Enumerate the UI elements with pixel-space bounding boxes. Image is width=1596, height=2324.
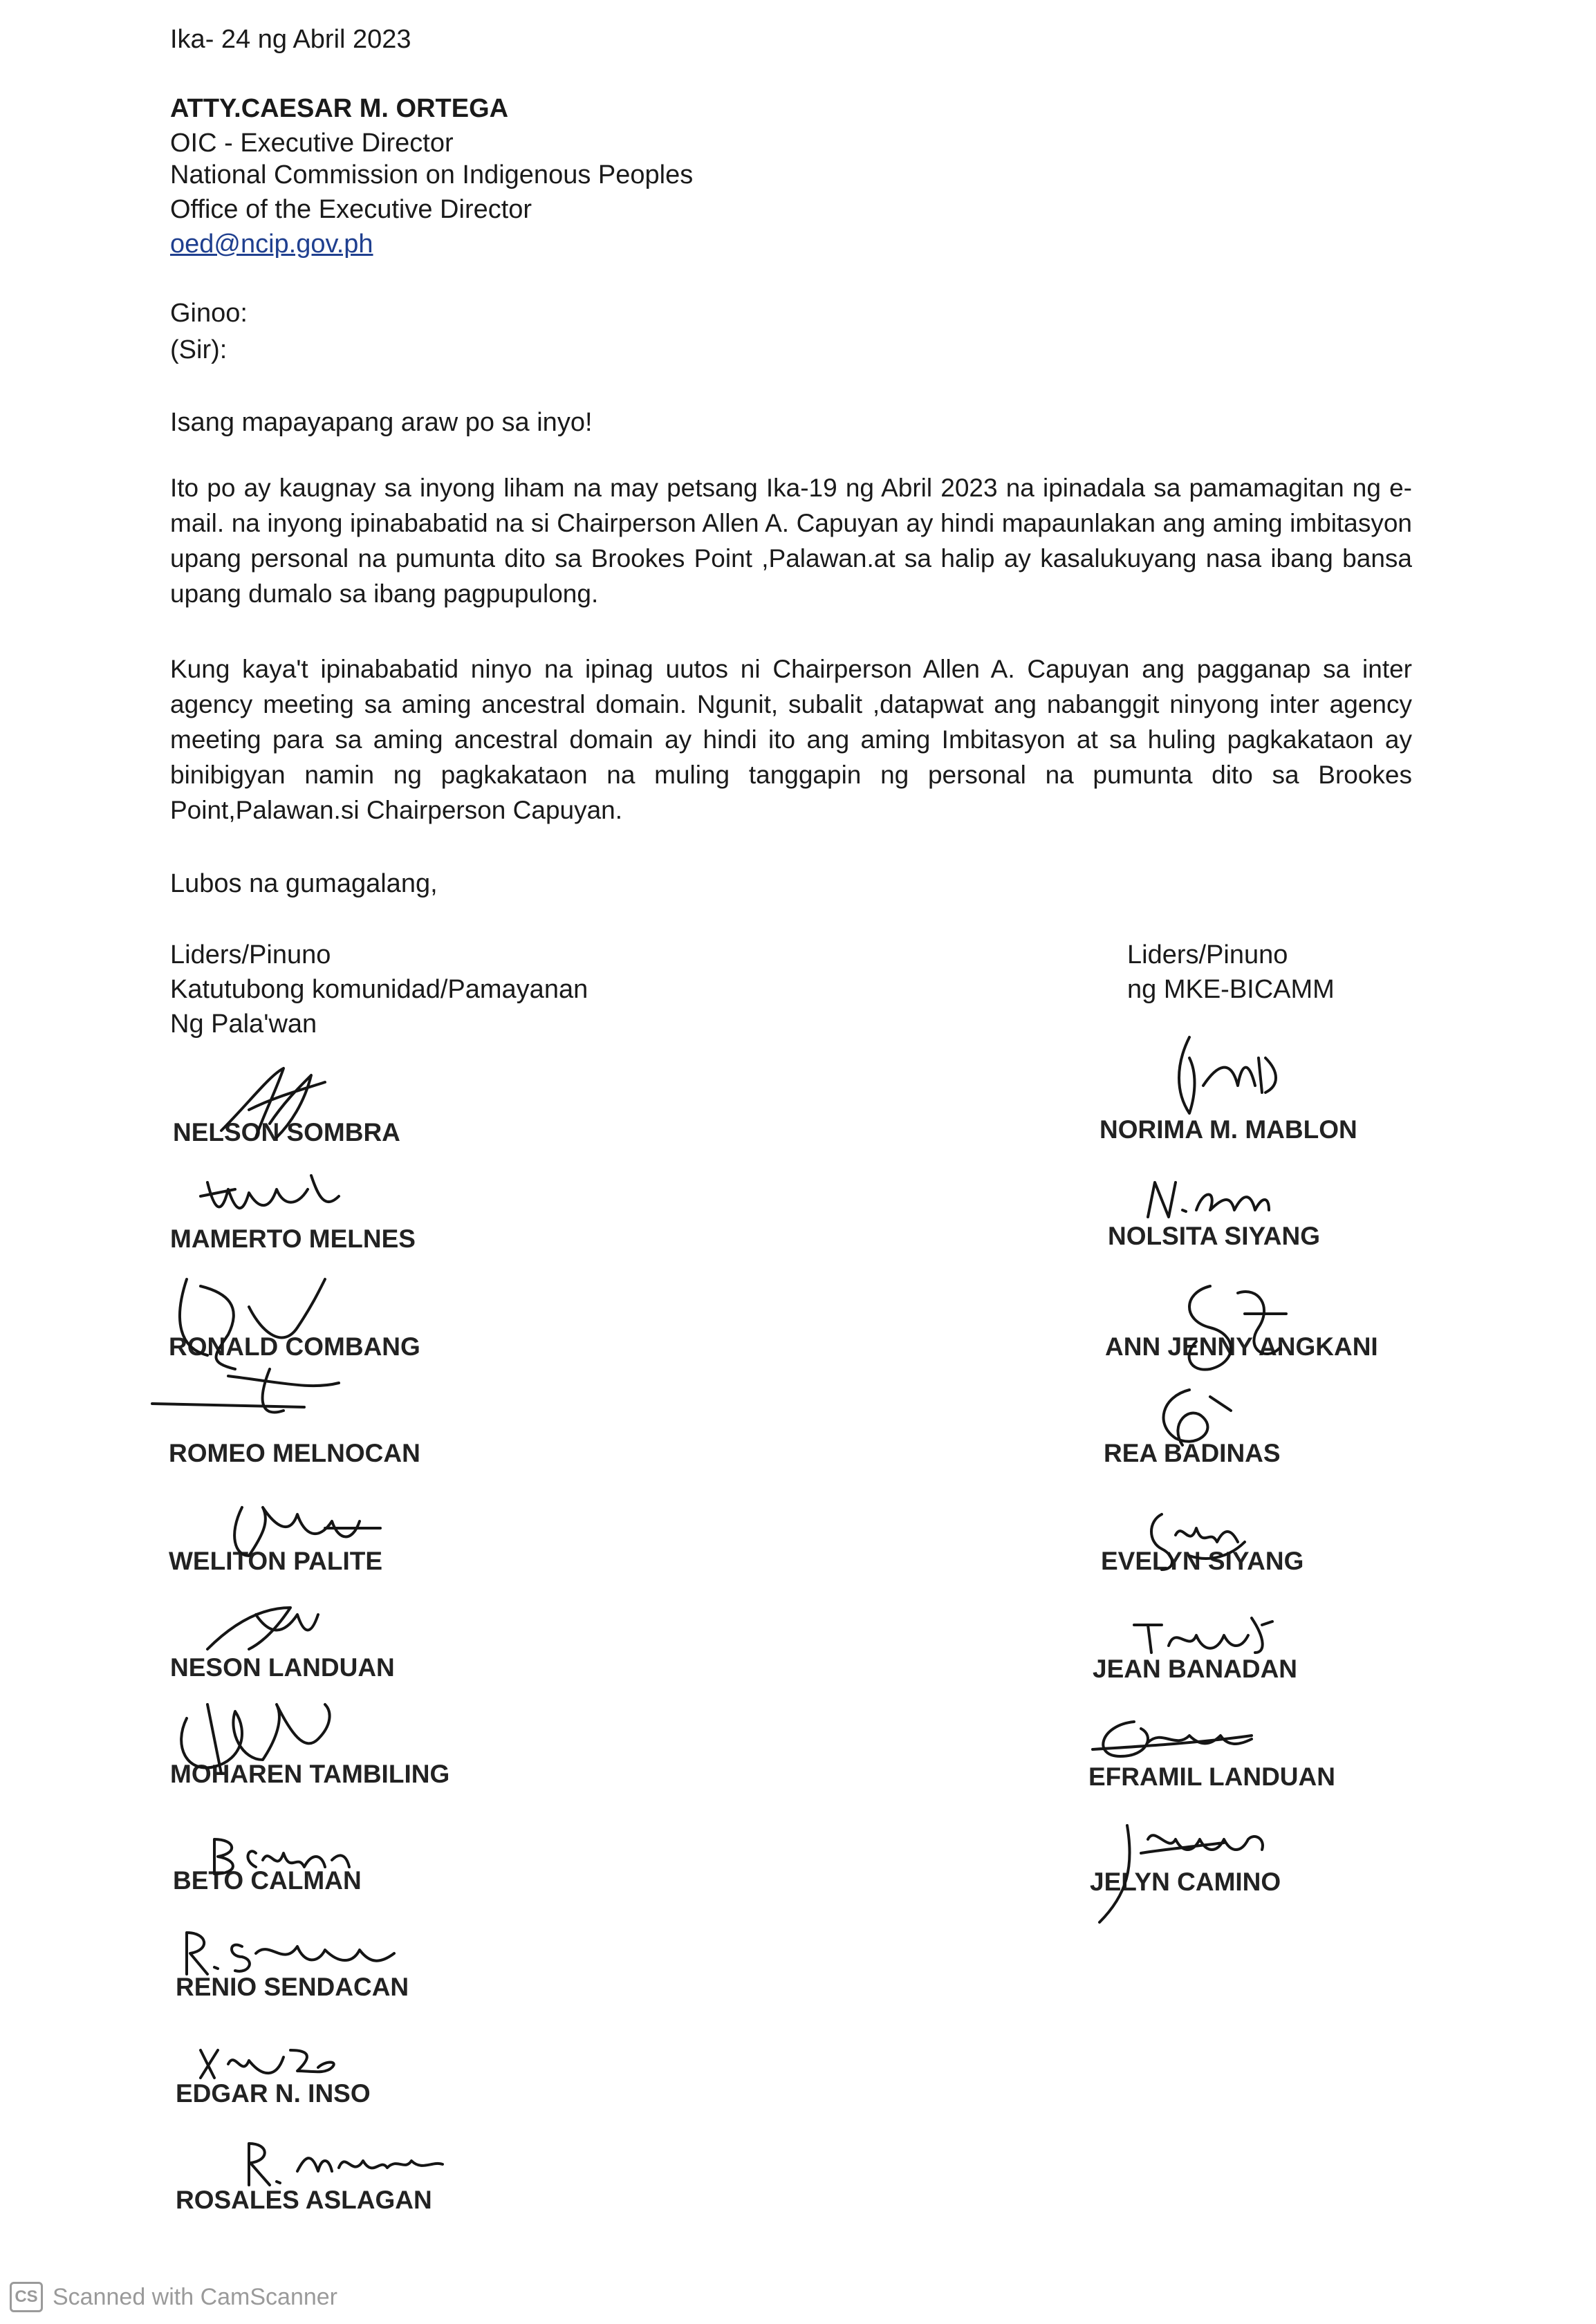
signature-eframil-landuan — [1079, 1708, 1259, 1770]
signature-edgar-inso — [187, 2036, 346, 2092]
right-group-line-2: ng MKE-BICAMM — [1127, 975, 1335, 1004]
letter-date: Ika- 24 ng Abril 2023 — [170, 25, 411, 54]
salutation-sir: (Sir): — [170, 335, 228, 364]
left-signatory-name: ROMEO MELNOCAN — [169, 1439, 420, 1467]
closing: Lubos na gumagalang, — [170, 869, 438, 898]
signature-rosales-aslagan — [235, 2130, 456, 2199]
signature-jean-banadan — [1127, 1611, 1279, 1666]
recipient-org: National Commission on Indigenous Peoples — [170, 160, 694, 189]
left-signatory-name: NELSON SOMBRA — [173, 1118, 400, 1146]
signature-beto-calman — [201, 1832, 360, 1888]
left-signatory-name: MAMERTO MELNES — [170, 1225, 416, 1253]
left-signatory-name: BETO CALMAN — [173, 1866, 362, 1895]
right-signatory-name: REA BADINAS — [1104, 1439, 1281, 1467]
signature-renio-sendacan — [173, 1926, 408, 1988]
recipient-name: ATTY.CAESAR M. ORTEGA — [170, 94, 509, 123]
left-signatory-name: WELITON PALITE — [169, 1547, 383, 1575]
signature-nelson-sombra — [207, 1061, 346, 1144]
scanner-watermark-text: Scanned with CamScanner — [53, 2283, 338, 2310]
left-signatory-name: ROSALES ASLAGAN — [176, 2186, 432, 2214]
right-signatory-name: EVELYN SIYANG — [1101, 1547, 1304, 1575]
camscanner-logo-icon: CS — [10, 2282, 43, 2312]
left-signatory-name: MOHAREN TAMBILING — [170, 1760, 450, 1788]
right-signatory-name: JEAN BANADAN — [1093, 1655, 1298, 1683]
left-group-line-3: Ng Pala'wan — [170, 1010, 317, 1039]
recipient-title: OIC - Executive Director — [170, 129, 454, 158]
signature-weliton-palite — [221, 1494, 387, 1570]
right-signatory-name: ANN JENNY ANGKANI — [1105, 1332, 1378, 1361]
signature-neson-landuan — [194, 1594, 332, 1663]
left-signatory-name: RONALD COMBANG — [169, 1332, 420, 1361]
right-group-line-1: Liders/Pinuno — [1127, 940, 1288, 969]
recipient-office: Office of the Executive Director — [170, 195, 532, 224]
signature-mamerto-melnes — [194, 1169, 346, 1231]
left-signatory-name: NESON LANDUAN — [170, 1653, 395, 1682]
left-group-line-2: Katutubong komunidad/Pamayanan — [170, 975, 588, 1004]
left-signatory-name: EDGAR N. INSO — [176, 2079, 371, 2108]
signature-jelyn-camino — [1086, 1812, 1279, 1929]
signature-moharen-tambiling — [166, 1691, 346, 1787]
signature-ann-angkani — [1169, 1272, 1293, 1383]
scanner-watermark — [10, 2279, 337, 2315]
recipient-email-link[interactable]: oed@ncip.gov.ph — [170, 230, 373, 259]
greeting: Isang mapayapang araw po sa inyo! — [170, 408, 593, 437]
right-signatory-name: NOLSITA SIYANG — [1108, 1222, 1321, 1250]
signature-evelyn-siyang — [1134, 1500, 1252, 1577]
right-signatory-name: NORIMA M. MABLON — [1099, 1115, 1357, 1144]
signature-norima-mablon — [1162, 1030, 1286, 1120]
left-signatory-name: RENIO SENDACAN — [176, 1973, 409, 2001]
left-group-line-1: Liders/Pinuno — [170, 940, 331, 969]
body-paragraph-2: Kung kaya't ipinababatid ninyo na ipinag uutos ni Chairperson Allen A. Capuyan ang pagganap sa inter agency meeting sa aming ancestral domain. Ngunit, subalit ,datapwat ang nabanggit ninyong inter agency meeting para sa aming ancestral domain ay hindi ito ang aming Imbitasyon at sa huling pagkakataon ay binibigyan namin ng pagkakataon na muling tanggapin ng personal na pumunta dito sa Brookes Point,Palawan.si Chairperson Capuyan. — [170, 655, 1412, 824]
salutation-ginoo: Ginoo: — [170, 299, 248, 328]
signature-ronald-combang — [145, 1265, 353, 1424]
signature-nolsita-siyang — [1141, 1175, 1272, 1238]
body-paragraph-1: Ito po ay kaugnay sa inyong liham na may petsang Ika-19 ng Abril 2023 na ipinadala sa pamamagitan ng e- mail. na inyong ipinababatid na si Chairperson Allen A. Capuyan ay hindi mapaunlakan ang aming imbitasyon upang personal na pumunta dito sa Brookes Point ,Palawan.at sa halip ay kasalukuyang nasa ibang bansa upang dumalo sa ibang pagpupulong. — [170, 474, 1412, 608]
right-signatory-name: EFRAMIL LANDUAN — [1088, 1763, 1335, 1791]
right-signatory-name: JELYN CAMINO — [1090, 1868, 1281, 1896]
signature-rea-badinas — [1141, 1383, 1245, 1452]
